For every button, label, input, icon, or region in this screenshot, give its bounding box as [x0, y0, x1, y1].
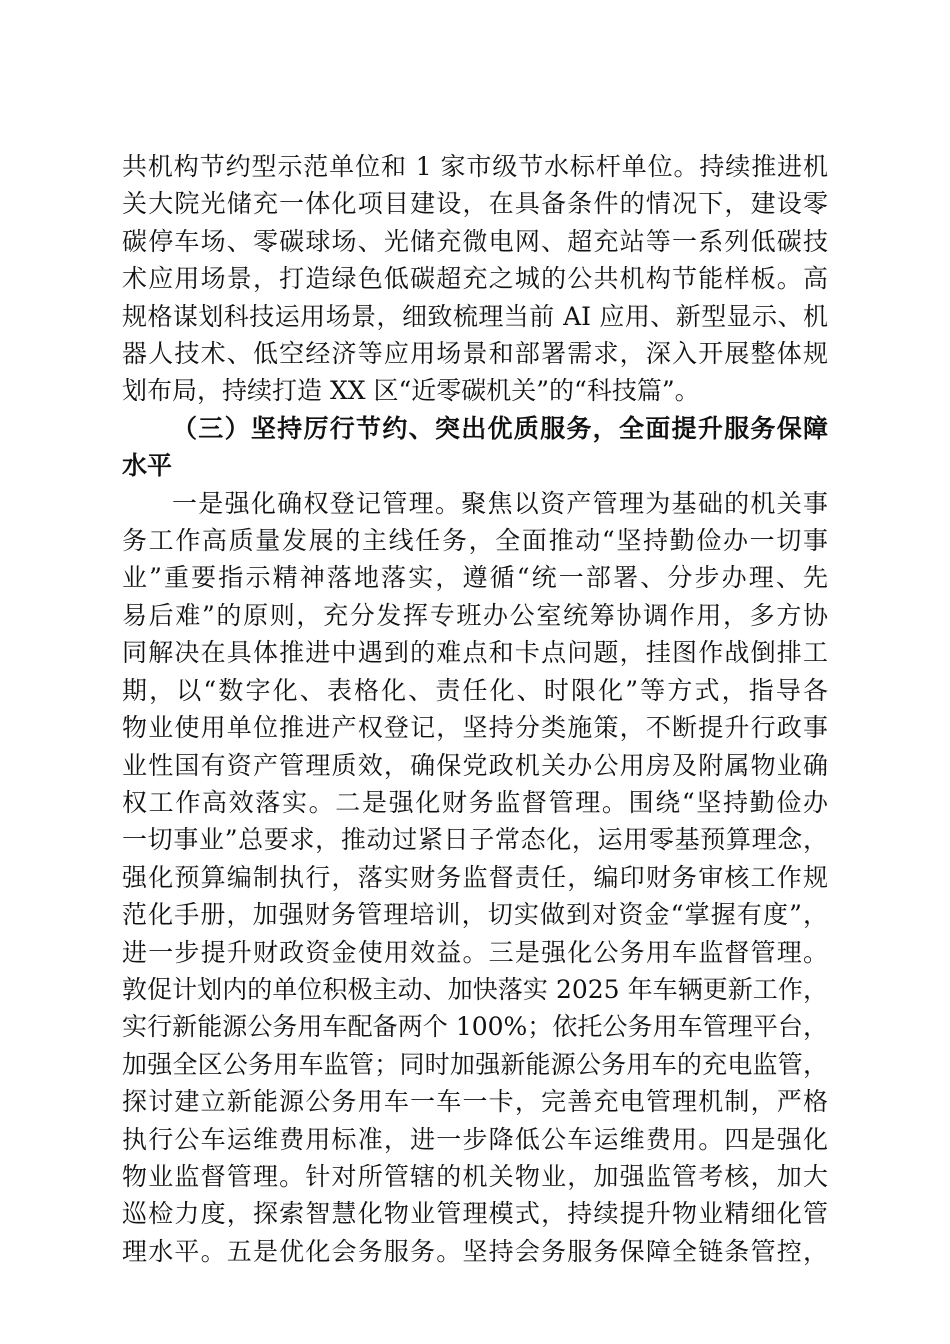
document-body: [122, 148, 828, 1270]
text-line: 强化预算编制执行，落实财务监督责任，编印财务审核工作规: [122, 862, 828, 892]
text-line: 实行新能源公务用车配备两个 100%；依托公务用车管理平台，: [122, 1012, 828, 1042]
text-line: 关大院光储充一体化项目建设，在具备条件的情况下，建设零: [122, 189, 828, 219]
text-line: 期，以“数字化、表格化、责任化、时限化”等方式，指导各: [122, 675, 828, 705]
text-line: 易后难”的原则，充分发挥专班办公室统筹协调作用，多方协: [122, 600, 828, 630]
text-line: 业性国有资产管理质效，确保党政机关办公用房及附属物业确: [122, 750, 828, 780]
text-line: 理水平。五是优化会务服务。坚持会务服务保障全链条管控，: [122, 1236, 828, 1266]
text-line: 探讨建立新能源公务用车一车一卡，完善充电管理机制，严格: [122, 1087, 828, 1117]
text-line: 加强全区公务用车监管；同时加强新能源公务用车的充电监管，: [122, 1049, 828, 1079]
text-line: 器人技术、低空经济等应用场景和部署需求，深入开展整体规: [122, 339, 828, 369]
text-line: 巡检力度，探索智慧化物业管理模式，持续提升物业精细化管: [122, 1199, 828, 1229]
text-line: 权工作高效落实。二是强化财务监督管理。围绕“坚持勤俭办: [122, 787, 828, 817]
text-line: 敦促计划内的单位积极主动、加快落实 2025 年车辆更新工作，: [122, 974, 828, 1004]
paragraph-continuation: [122, 148, 828, 410]
text-line: 划布局，持续打造 XX 区“近零碳机关”的“科技篇”。: [122, 376, 700, 406]
text-line: 物业使用单位推进产权登记，坚持分类施策，不断提升行政事: [122, 713, 828, 743]
section-heading: [122, 410, 828, 485]
body-paragraph: [122, 485, 828, 1271]
heading-line: 水平: [122, 451, 173, 481]
text-line: 业”重要指示精神落地落实，遵循“统一部署、分步办理、先: [122, 563, 828, 593]
text-line: 一切事业”总要求，推动过紧日子常态化，运用零基预算理念，: [122, 825, 828, 855]
heading-line: （三）坚持厉行节约、突出优质服务，全面提升服务保障: [172, 413, 828, 443]
text-line: 物业监督管理。针对所管辖的机关物业，加强监管考核，加大: [122, 1161, 828, 1191]
text-line: 进一步提升财政资金使用效益。三是强化公务用车监督管理。: [122, 937, 828, 967]
text-line: 碳停车场、零碳球场、光储充微电网、超充站等一系列低碳技: [122, 226, 828, 256]
text-line: 共机构节约型示范单位和 1 家市级节水标杆单位。持续推进机: [122, 152, 828, 181]
text-line: 范化手册，加强财务管理培训，切实做到对资金“掌握有度”，: [122, 900, 828, 930]
text-line: 一是强化确权登记管理。聚焦以资产管理为基础的机关事: [172, 488, 828, 518]
text-line: 同解决在具体推进中遇到的难点和卡点问题，挂图作战倒排工: [122, 638, 828, 668]
text-line: 执行公车运维费用标准，进一步降低公车运维费用。四是强化: [122, 1124, 828, 1154]
text-line: 务工作高质量发展的主线任务，全面推动“坚持勤俭办一切事: [122, 526, 828, 556]
text-line: 规格谋划科技运用场景，细致梳理当前 AI 应用、新型显示、机: [122, 301, 828, 331]
text-line: 术应用场景，打造绿色低碳超充之城的公共机构节能样板。高: [122, 264, 828, 294]
